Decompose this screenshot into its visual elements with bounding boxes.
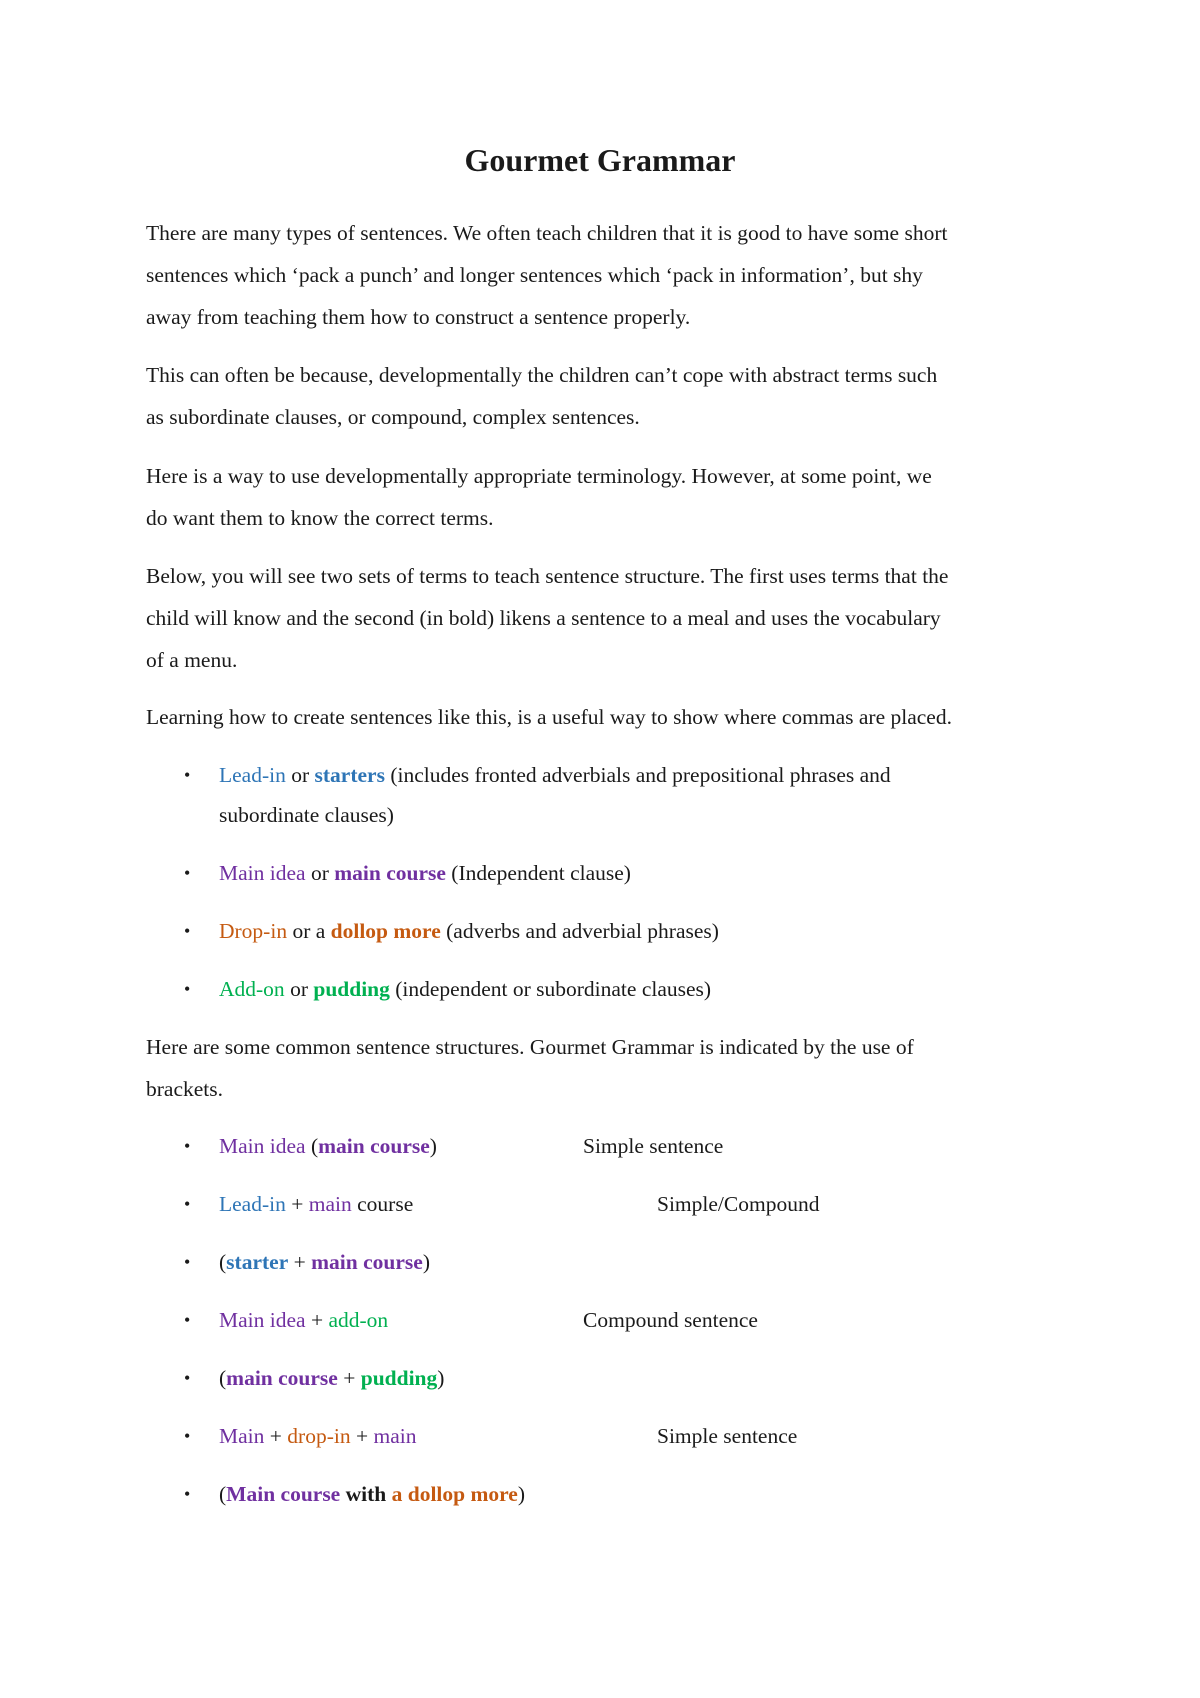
- structure-label: Compound sentence: [583, 1308, 758, 1332]
- bullet-icon: •: [184, 979, 191, 999]
- structure-part: pudding: [360, 1366, 438, 1390]
- paragraph-line: Here are some common sentence structures. Gourmet Grammar is indicated by the use of: [146, 1035, 914, 1059]
- paragraph-line: away from teaching them how to construct a sentence properly.: [146, 305, 691, 329]
- bracket: ): [429, 1134, 437, 1158]
- structure-part: Lead-in: [219, 1192, 286, 1216]
- structure-label: Simple/Compound: [657, 1192, 820, 1216]
- structure-part: add-on: [328, 1308, 389, 1332]
- term-description: (includes fronted adverbials and prepositional phrases and: [384, 763, 891, 787]
- structure-part: Main course: [226, 1482, 341, 1506]
- structure-part: main course: [311, 1250, 423, 1274]
- bullet-icon: •: [184, 1136, 191, 1156]
- plus-sign: +: [305, 1308, 329, 1332]
- term-description: (independent or subordinate clauses): [389, 977, 712, 1001]
- paragraph-line: do want them to know the correct terms.: [146, 506, 494, 530]
- term-simple: Main idea: [219, 861, 306, 885]
- paragraph-line: Below, you will see two sets of terms to teach sentence structure. The first uses terms that the: [146, 564, 949, 588]
- term-gourmet: starters: [314, 763, 385, 787]
- paragraph-line: There are many types of sentences. We often teach children that it is good to have some short: [146, 221, 948, 245]
- structure-label: Simple sentence: [583, 1134, 724, 1158]
- structure-part: starter: [226, 1250, 289, 1274]
- structure-part: main course: [318, 1134, 430, 1158]
- paragraph-line: This can often be because, developmentally the children can’t cope with abstract terms such: [146, 363, 938, 387]
- bracket: (: [219, 1250, 227, 1274]
- bullet-icon: •: [184, 1252, 191, 1272]
- bracket: (: [219, 1482, 227, 1506]
- plus-sign: +: [337, 1366, 361, 1390]
- paragraph-line: Here is a way to use developmentally appropriate terminology. However, at some point, we: [146, 464, 932, 488]
- term-description: (adverbs and adverbial phrases): [440, 919, 719, 943]
- bullet-icon: •: [184, 921, 191, 941]
- structure-part: Main: [219, 1424, 265, 1448]
- bracket: (: [305, 1134, 319, 1158]
- bullet-icon: •: [184, 863, 191, 883]
- paragraph-line: of a menu.: [146, 648, 238, 672]
- bullet-icon: •: [184, 1310, 191, 1330]
- term-simple: Lead-in: [219, 763, 286, 787]
- bracket: ): [422, 1250, 430, 1274]
- term-simple: Add-on: [219, 977, 285, 1001]
- commas-paragraph: Learning how to create sentences like this, is a useful way to show where commas are placed.: [146, 705, 952, 729]
- bullet-icon: •: [184, 765, 191, 785]
- term-gourmet: pudding: [313, 977, 390, 1001]
- plus-sign: +: [288, 1250, 312, 1274]
- bracket: ): [437, 1366, 445, 1390]
- term-connector: or: [305, 861, 335, 885]
- bullet-icon: •: [184, 1194, 191, 1214]
- term-gourmet: dollop more: [330, 919, 441, 943]
- page-title: Gourmet Grammar: [464, 142, 736, 178]
- plus-sign: +: [350, 1424, 374, 1448]
- paragraph-line: child will know and the second (in bold) likens a sentence to a meal and uses the vocabulary: [146, 606, 941, 630]
- structure-part: a dollop more: [391, 1482, 518, 1506]
- bracket: ): [517, 1482, 525, 1506]
- plus-sign: +: [285, 1192, 309, 1216]
- structure-part: Main idea: [219, 1134, 306, 1158]
- bullet-icon: •: [184, 1426, 191, 1446]
- bracket: (: [219, 1366, 227, 1390]
- term-gourmet: main course: [334, 861, 446, 885]
- structure-label: Simple sentence: [657, 1424, 798, 1448]
- term-description-continued: subordinate clauses): [219, 803, 394, 827]
- term-description: (Independent clause): [445, 861, 631, 885]
- bullet-icon: •: [184, 1484, 191, 1504]
- structure-part: main course: [226, 1366, 338, 1390]
- paragraph-line: brackets.: [146, 1077, 224, 1101]
- plus-sign: +: [264, 1424, 288, 1448]
- term-connector: or: [284, 977, 314, 1001]
- structure-part: drop-in: [287, 1424, 351, 1448]
- paragraph-line: as subordinate clauses, or compound, complex sentences.: [146, 405, 640, 429]
- structure-part: main: [308, 1192, 352, 1216]
- structure-connector: with: [340, 1482, 392, 1506]
- term-connector: or: [285, 763, 315, 787]
- structure-part: main: [373, 1424, 417, 1448]
- paragraph-line: sentences which ‘pack a punch’ and longer sentences which ‘pack in information’, but shy: [146, 263, 923, 287]
- term-simple: Drop-in: [219, 919, 288, 943]
- bullet-icon: •: [184, 1368, 191, 1388]
- structure-part: course: [351, 1192, 414, 1216]
- term-connector: or a: [287, 919, 331, 943]
- structure-part: Main idea: [219, 1308, 306, 1332]
